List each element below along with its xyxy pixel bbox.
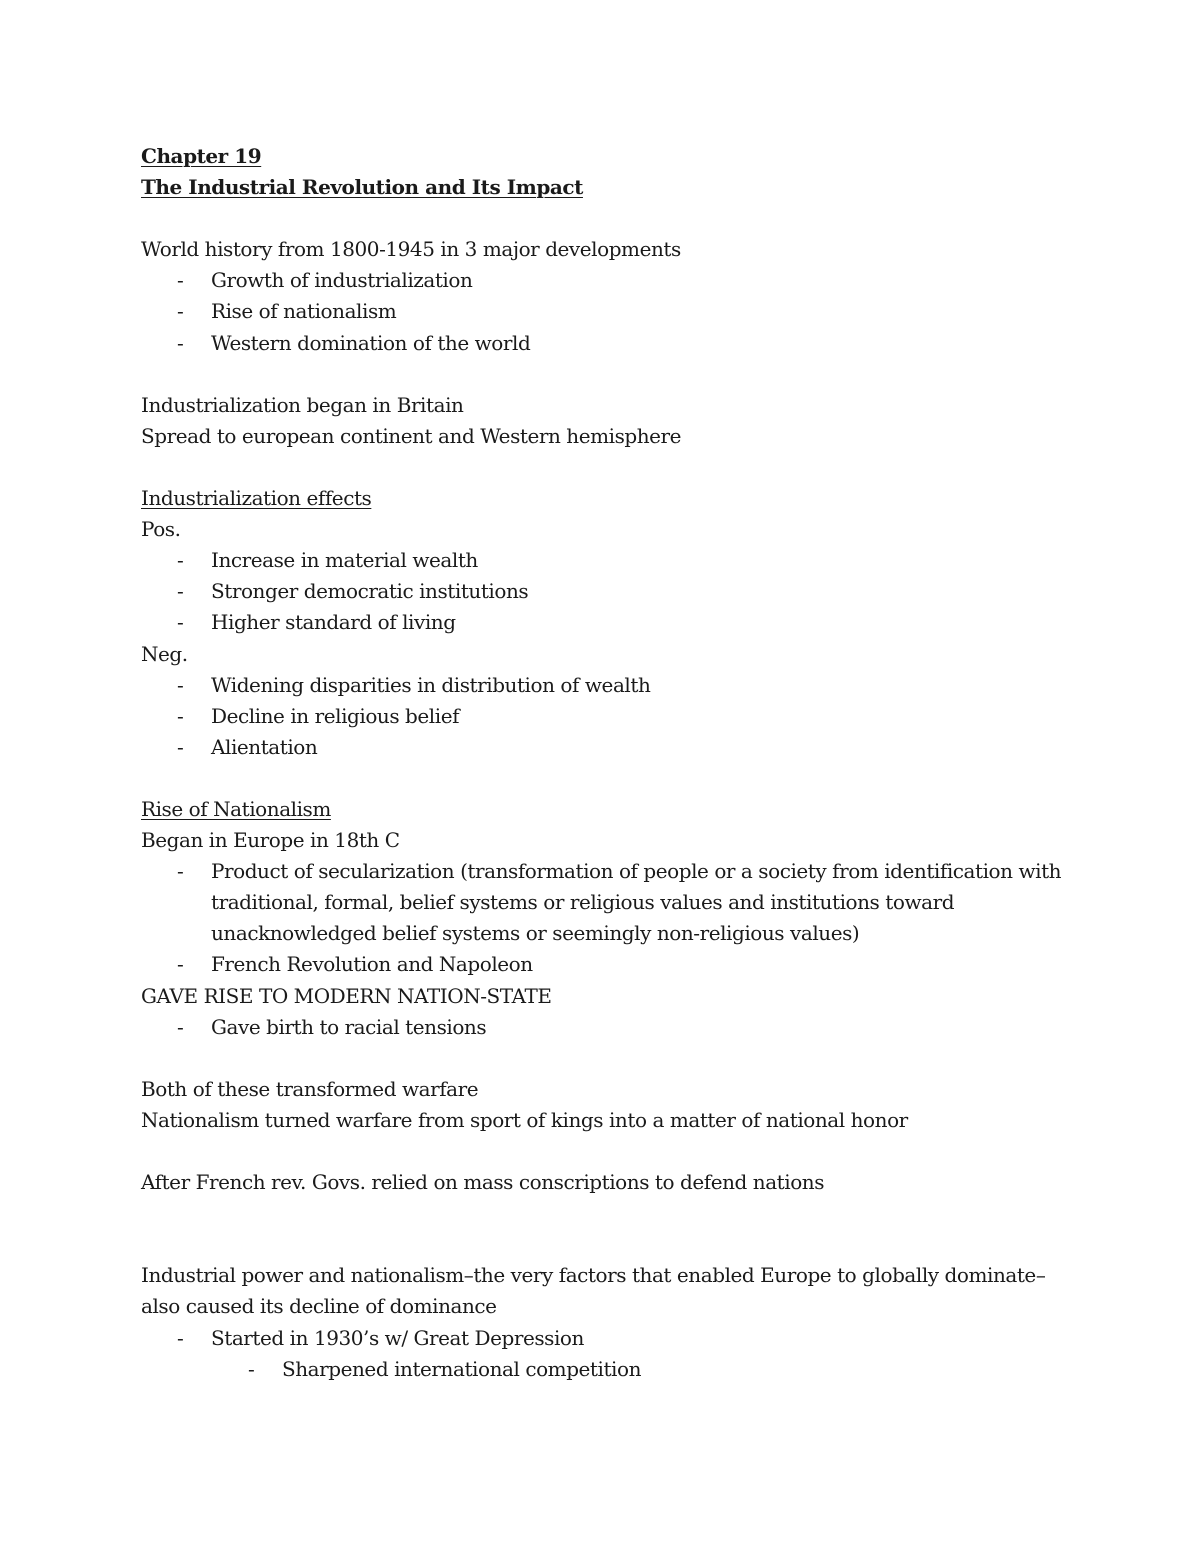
list-item: [141, 856, 1111, 949]
warfare-line: Both of these transformed warfare: [141, 1076, 479, 1101]
bullet-dash: -: [177, 579, 184, 604]
spacer: [141, 1136, 1081, 1167]
list-item: [141, 576, 1081, 607]
spacer: [141, 763, 1081, 794]
list-item-text: Rise of nationalism: [211, 299, 397, 324]
list-item-text: Started in 1930’s w/ Great Depression: [211, 1325, 584, 1350]
spacer: [141, 1198, 1081, 1229]
list-item-text: Alientation: [211, 734, 318, 759]
list-item: [141, 949, 1081, 980]
pos-label: Pos.: [141, 517, 181, 542]
list-item: [141, 545, 1081, 576]
list-item-text: French Revolution and Napoleon: [211, 952, 533, 977]
spacer: [141, 452, 1081, 483]
nation-state-caps: GAVE RISE TO MODERN NATION-STATE: [141, 983, 552, 1008]
list-item-text: Product of secularization (transformation of people or a society from identification with traditional, formal, belief systems or religious values and institutions toward unacknowledged belief systems or seemingly non-religious values): [211, 859, 1062, 946]
bullet-dash: -: [177, 672, 184, 697]
spacer: [141, 359, 1081, 390]
list-item: [141, 1012, 1081, 1043]
nationalism-began: Began in Europe in 18th C: [141, 828, 400, 853]
list-item-text: Increase in material wealth: [211, 548, 478, 573]
bullet-dash: -: [177, 952, 184, 977]
chapter-title: Chapter 19: [141, 144, 262, 168]
list-item-text: Decline in religious belief: [211, 703, 460, 728]
list-item-text: Widening disparities in distribution of wealth: [211, 672, 651, 697]
bullet-dash: -: [177, 268, 184, 293]
list-item-text: Higher standard of living: [211, 610, 456, 635]
bullet-dash: -: [177, 859, 184, 884]
list-item: [141, 328, 1081, 359]
overview-intro: World history from 1800-1945 in 3 major developments: [141, 237, 681, 262]
bullet-dash: -: [248, 1356, 255, 1381]
list-item-text: Western domination of the world: [211, 330, 531, 355]
list-item: [141, 265, 1081, 296]
bullet-dash: -: [177, 610, 184, 635]
list-item: [141, 1323, 1081, 1354]
list-item-text: Sharpened international competition: [282, 1356, 642, 1381]
spacer: [141, 203, 1081, 234]
chapter-subtitle: The Industrial Revolution and Its Impact: [141, 175, 583, 200]
bullet-dash: -: [177, 703, 184, 728]
list-item: [141, 701, 1081, 732]
spacer: [141, 1229, 1081, 1260]
list-item: [141, 607, 1081, 638]
effects-heading: Industrialization effects: [141, 486, 372, 511]
list-item-text: Growth of industrialization: [211, 268, 473, 293]
list-item: [141, 1354, 1081, 1385]
bullet-dash: -: [177, 1014, 184, 1039]
warfare-line: After French rev. Govs. relied on mass conscriptions to defend nations: [141, 1170, 825, 1195]
bullet-dash: -: [177, 1325, 184, 1350]
bullet-dash: -: [177, 548, 184, 573]
neg-label: Neg.: [141, 641, 188, 666]
list-item: [141, 732, 1081, 763]
document-page: [141, 141, 1081, 1385]
list-item: [141, 670, 1081, 701]
list-item-text: Stronger democratic institutions: [211, 579, 529, 604]
spacer: [141, 1043, 1081, 1074]
list-item: [141, 296, 1081, 327]
spread-line: Spread to european continent and Western hemisphere: [141, 423, 682, 448]
warfare-line: Nationalism turned warfare from sport of kings into a matter of national honor: [141, 1107, 908, 1132]
bullet-dash: -: [177, 734, 184, 759]
bullet-dash: -: [177, 330, 184, 355]
list-item-text: Gave birth to racial tensions: [211, 1014, 487, 1039]
origin-line: Industrialization began in Britain: [141, 392, 464, 417]
bullet-dash: -: [177, 299, 184, 324]
nationalism-heading: Rise of Nationalism: [141, 796, 331, 821]
decline-paragraph: Industrial power and nationalism–the very factors that enabled Europe to globally dominate–also caused its decline of dominance: [141, 1263, 1046, 1319]
